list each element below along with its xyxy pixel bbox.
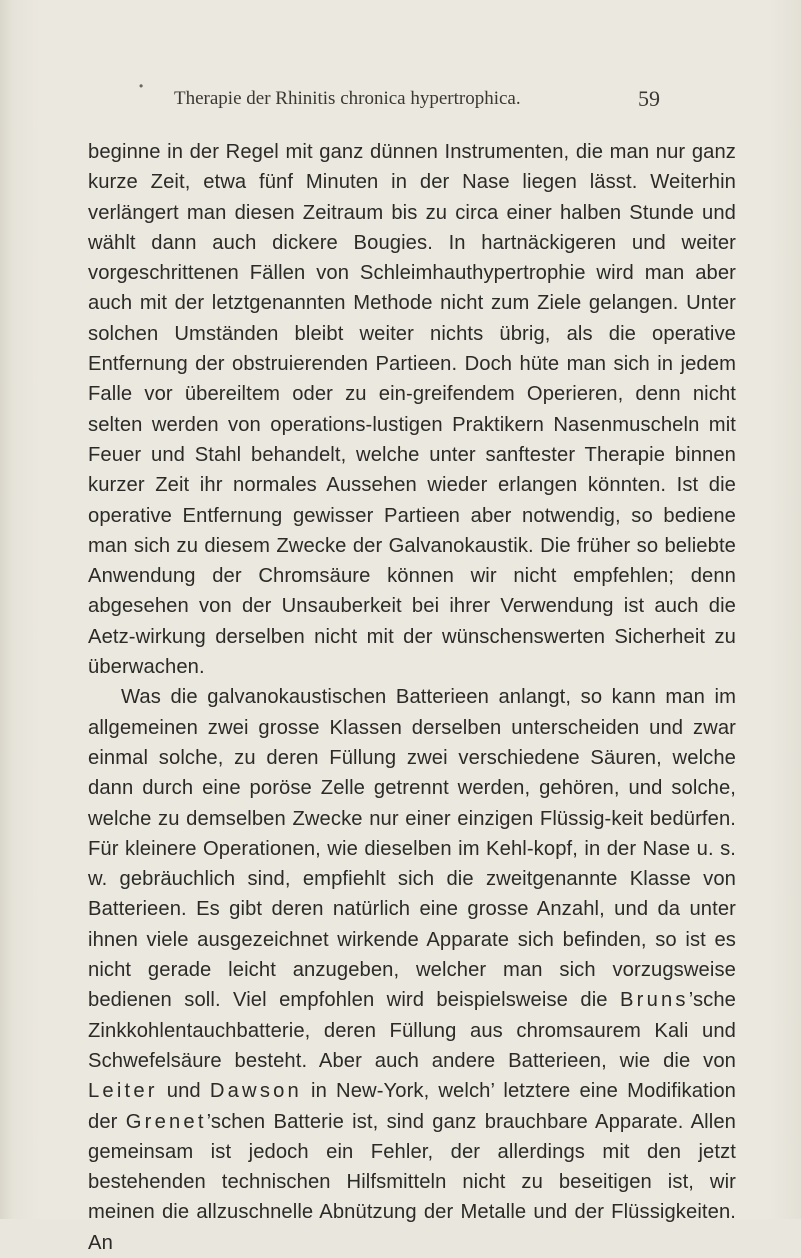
paragraph-2-text-e: ’schen Batterie ist, sind ganz brauchbare Apparate. Allen gemeinsam ist jedoch ein Fehler, der allerdings mit den jetzt bestehenden technischen Hilfsmitteln nicht zu beseitigen ist, wir meinen die allzuschnelle Abnützung der Metalle und der Flüssigkeiten. An [88,1110,737,1254]
running-header [140,88,660,118]
name-dawson: Dawson [209,1080,302,1103]
running-title: Therapie der Rhinitis chronica hypertrophica. [174,88,521,109]
paragraph-1 [88,137,736,682]
paragraph-2 [88,682,736,1258]
paragraph-1-text: beginne in der Regel mit ganz dünnen Instrumenten, die man nur ganz kurze Zeit, etwa fünf Minuten in der Nase liegen lässt. Weiterhin verlängert man diesen Zeitraum bis zu circa einer halben Stunde und wählt dann auch dickere Bougies. In hartnäckigeren und weiter vorgeschrittenen Fällen von Schleimhauthypertrophie wird man aber auch mit der letztgenannten Methode nicht zum Ziele gelangen. Unter solchen Umständen bleibt weiter nichts übrig, als die operative Entfernung der obstruierenden Partieen. Doch hüte man sich in jedem Falle vor übereiltem oder zu ein-greifendem Operieren, denn nicht selten werden von operations-lustigen Praktikern Nasenmuscheln mit Feuer und Stahl behandelt, welche unter sanftester Therapie binnen kurzer Zeit ihr normales Aussehen wieder erlangen könnten. Ist die operative Entfernung gewisser Partieen aber notwendig, so bediene man sich zu diesem Zwecke der Galvanokaustik. Die früher so beliebte Anwendung der Chromsäure können wir nicht empfehlen; denn abgesehen von der Unsauberkeit bei ihrer Verwendung ist auch die Aetz-wirkung derselben nicht mit der wünschenswerten Sicherheit zu überwachen. [88,141,736,679]
paragraph-2-text-b: ’sche Zinkkohlentauchbatterie, deren Füllung aus chromsaurem Kali und Schwefelsäure besteht. Aber auch andere Batterieen, wie die von [88,989,736,1072]
name-leiter: Leiter [88,1080,158,1103]
paragraph-2-text-d: in New-York, welch’ letztere eine Modifikation der [88,1080,736,1133]
page-number: 59 [638,86,660,111]
body-text [88,137,736,1258]
paragraph-2-text-c: und [157,1080,210,1103]
paragraph-2-text-a: Was die galvanokaustischen Batterieen anlangt, so kann man im allgemeinen zwei grosse Klassen derselben unterscheiden und zwar einmal solche, zu deren Füllung zwei verschiedene Säuren, welche dann durch eine poröse Zelle getrennt werden, gehören, und solche, welche zu demselben Zwecke nur einer einzigen Flüssig-keit bedürfen. Für kleinere Operationen, wie dieselben im Kehl-kopf, in der Nase u. s. w. gebräuchlich sind, empfiehlt sich die zweitgenannte Klasse von Batterieen. Es gibt deren natürlich eine grosse Anzahl, und da unter ihnen viele ausgezeichnet wirkende Apparate sich befinden, so ist es nicht gerade leicht anzugeben, welcher man sich vorzugsweise bedienen soll. Viel empfohlen wird beispielsweise die [88,686,736,1012]
ink-dot: • [139,79,144,93]
name-bruns: Bruns [619,989,689,1012]
name-grenet: Grenet [125,1110,207,1133]
